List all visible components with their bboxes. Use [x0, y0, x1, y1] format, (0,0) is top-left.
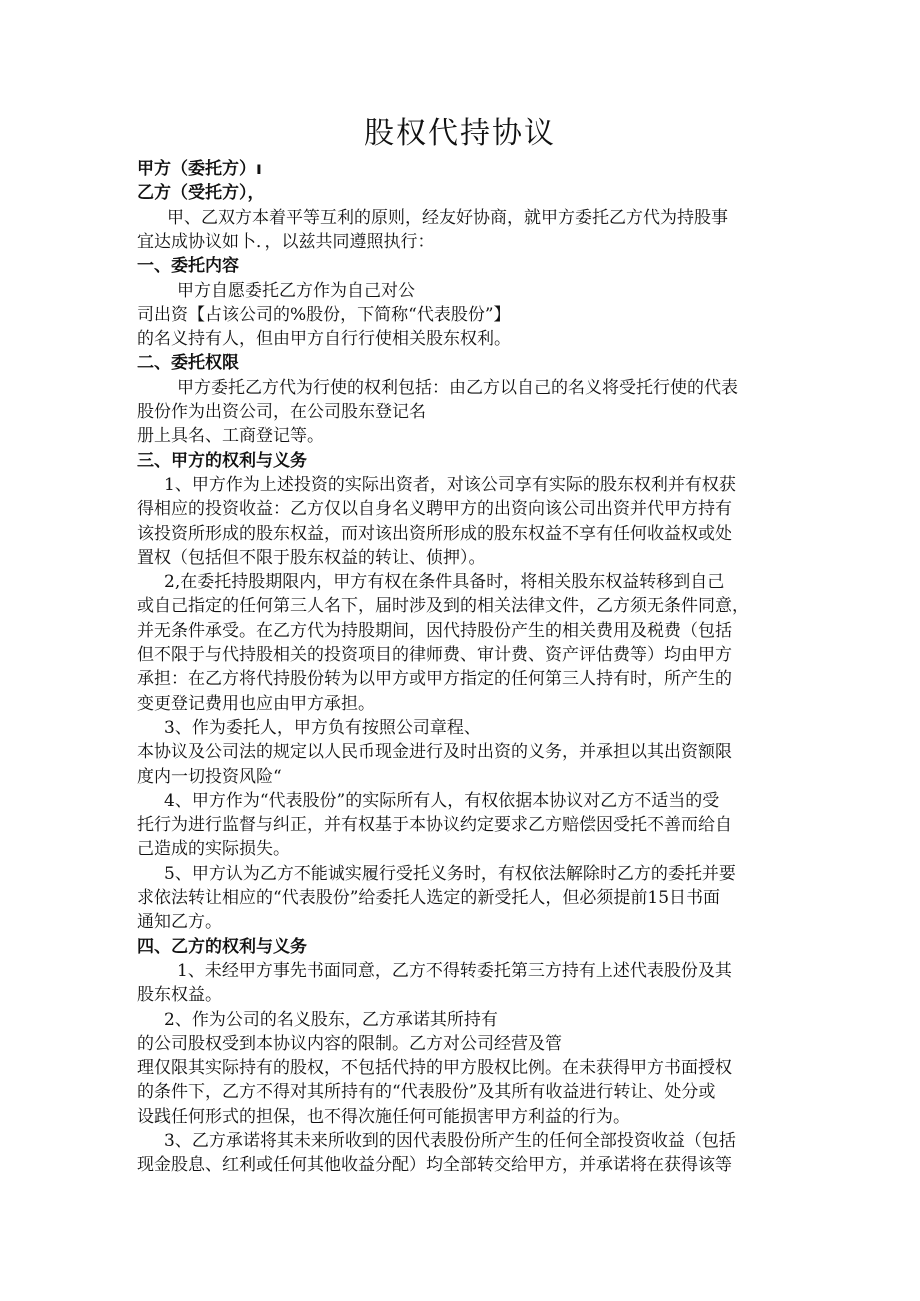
paragraph-line: 并无条件承受。在乙方代为持股期间，因代持股份产生的相关费用及税费（包括: [137, 620, 732, 641]
paragraph-line: 设践任何形式的担保，也不得次施任何可能损害甲方利益的行为。: [137, 1106, 630, 1127]
paragraph-line: 册上具名、工商登记等。: [137, 426, 324, 447]
paragraph-line: 该投资所形成的股东权益，而对该出资所形成的股东权益不享有任何收益权或处: [137, 523, 732, 544]
paragraph-line: 甲、乙双方本着平等互利的原则，经友好协商，就甲方委托乙方代为持股事: [167, 207, 728, 228]
section-heading: 二、委托权限: [137, 353, 239, 374]
paragraph-line: 股东权益。: [137, 985, 222, 1006]
paragraph-line: 承担：在乙方将代持股份转为以甲方或甲方指定的任何第三人持有时，所产生的: [137, 669, 732, 690]
paragraph-line: 己造成的实际损失。: [137, 839, 290, 860]
paragraph-line: 司出资【占该公司的%股份，下简称“代表股份”】: [137, 304, 511, 325]
section-heading: 甲方（委托方）ı: [137, 159, 262, 179]
paragraph-line: 2、作为公司的名义股东，乙方承诺其所持有: [164, 1009, 498, 1030]
paragraph-line: 5、甲方认为乙方不能诚实履行受托义务时，有权依法解除时乙方的委托并要: [164, 863, 736, 884]
paragraph-line: 3、作为委托人，甲方负有按照公司章程、: [164, 717, 481, 738]
document-title: 股权代持协议: [364, 116, 556, 151]
paragraph-line: 变更登记费用也应由甲方承担。: [137, 693, 375, 714]
paragraph-line: 4、甲方作为“代表股份”的实际所有人，有权依据本协议对乙方不适当的受: [164, 790, 720, 811]
paragraph-line: 甲方委托乙方代为行使的权利包括：由乙方以自己的名义将受托行使的代表: [177, 377, 738, 398]
paragraph-line: 1、未经甲方事先书面同意，乙方不得转委托第三方持有上述代表股份及其: [177, 960, 732, 981]
paragraph-line: 宜达成协议如卜．，以兹共同遵照执行：: [137, 231, 435, 252]
paragraph-line: 的公司股权受到本协议内容的限制。乙方对公司经营及管: [137, 1033, 562, 1054]
section-heading: 乙方（受托方），: [137, 183, 265, 204]
paragraph-line: 得相应的投资收益：乙方仅以自身名义聘甲方的出资向该公司出资并代甲方持有: [137, 499, 732, 520]
section-heading: 一、委托内容: [137, 256, 239, 277]
paragraph-line: 本协议及公司法的规定以人民币现金进行及时出资的义务，并承担以其出资额限: [137, 742, 732, 763]
paragraph-line: 现金股息、红利或任何其他收益分配）均全部转交给甲方，并承诺将在获得该等: [137, 1155, 732, 1176]
paragraph-line: 2,在委托持股期限内，甲方有权在条件具备时，将相关股东权益转移到自己: [164, 572, 725, 593]
paragraph-line: 或自己指定的任何第三人名下，届时涉及到的相关法律文件，乙方须无条件同意，: [137, 596, 749, 617]
paragraph-line: 股份作为出资公司，在公司股东登记名: [137, 402, 426, 422]
paragraph-line: 置权（包括但不限于股东权益的转让、侦押）。: [137, 547, 486, 568]
paragraph-line: 通知乙方。: [137, 912, 222, 933]
paragraph-line: 求依法转让相应的“代表股份”给委托人选定的新受托人，但必须提前15日书面: [137, 888, 721, 908]
paragraph-line: 托行为进行监督与纠正，并有权基于本协议约定要求乙方赔偿因受托不善而给自: [137, 815, 732, 836]
section-heading: 四、乙方的权利与义务: [137, 936, 307, 957]
paragraph-line: 但不限于与代持股相关的投资项目的律师费、审计费、资产评估费等）均由甲方: [137, 645, 732, 665]
section-heading: 三、甲方的权利与义务: [137, 450, 307, 471]
paragraph-line: 3、乙方承诺将其未来所收到的因代表股份所产生的任何全部投资收益（包括: [164, 1131, 736, 1151]
paragraph-line: 1、甲方作为上述投资的实际出资者，对该公司享有实际的股东权利并有权获: [164, 474, 736, 495]
paragraph-line: 度内一切投资风险“: [137, 766, 282, 787]
paragraph-line: 的条件下，乙方不得对其所持有的“代表股份”及其所有收益进行转让、处分或: [137, 1082, 716, 1103]
paragraph-line: 甲方自愿委托乙方作为自己对公: [177, 280, 415, 301]
paragraph-line: 的名义持有人，但由甲方自行行使相关股东权利。: [137, 329, 511, 350]
paragraph-line: 理仅限其实际持有的股权，不包括代持的甲方股权比例。在未获得甲方书面授权: [137, 1058, 732, 1079]
